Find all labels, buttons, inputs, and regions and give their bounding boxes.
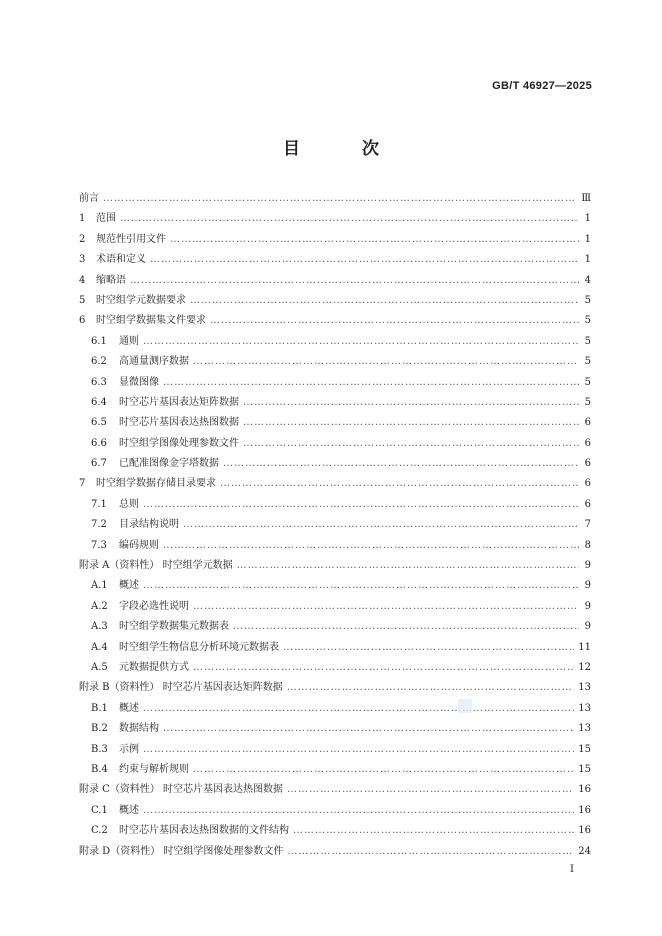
toc-entry-number: 6.2 [91,356,107,368]
toc-entry-title: 总则 [119,498,139,510]
toc-entry-page: 1 [584,233,591,245]
toc-entry-page: 6 [584,458,591,470]
toc-entry[interactable] [79,780,591,800]
toc-dot-leader [223,454,579,474]
toc-entry-page: 1 [584,254,591,266]
toc-entry-title: 概述 [119,702,139,714]
toc-entry-title: 时空芯片基因表达热图数据的文件结构 [119,825,289,837]
toc-entry-number: B.2 [91,723,108,735]
toc-entry-page: 6 [584,417,591,429]
toc-dot-leader [150,250,579,270]
toc-dot-leader [163,536,579,556]
toc-entry-page: 5 [584,356,591,368]
toc-entry[interactable] [79,740,591,760]
toc-entry-page: 16 [578,825,591,837]
toc-entry-number: 6.1 [91,335,107,347]
toc-entry-page: 24 [578,845,591,857]
toc-entry[interactable] [79,413,591,433]
toc-entry[interactable] [79,434,591,454]
toc-entry-number: A.1 [91,580,108,592]
toc-dot-leader [283,638,574,658]
toc-entry[interactable] [79,250,591,270]
toc-entry-page: 16 [578,784,591,796]
toc-entry-page: 5 [584,294,591,306]
toc-entry-number: A.2 [91,600,108,612]
toc-entry-title: 已配准图像金字塔数据 [119,458,219,470]
toc-entry-page: 8 [584,539,591,551]
toc-entry-number: 2 [79,233,86,245]
toc-entry-number: 6.3 [91,376,107,388]
toc-entry-number: 7.1 [91,498,107,510]
toc-entry-number: A.5 [91,661,108,673]
toc-entry-title: 高通量测序数据 [119,356,189,368]
toc-dot-leader [143,699,574,719]
toc-entry[interactable] [79,536,591,556]
toc-dot-leader [193,760,574,780]
toc-dot-leader [143,495,579,515]
toc-entry-page: Ⅲ [581,193,591,204]
toc-entry-title: 约束与解析规则 [119,763,189,775]
toc-entry-title: 通则 [119,335,139,347]
toc-dot-leader [190,291,579,311]
toc-entry[interactable] [79,271,591,291]
toc-entry-page: 6 [584,437,591,449]
toc-dot-leader [163,719,574,739]
toc-entry-title: 术语和定义 [96,254,146,266]
toc-entry[interactable] [79,617,591,637]
toc-entry-title: 缩略语 [96,274,126,286]
toc-entry-number: 7.2 [91,519,107,531]
toc-entry-title: 目录结构说明 [119,519,179,531]
toc-entry-page: 5 [584,376,591,388]
toc-entry-number: 7 [79,478,86,490]
toc-entry[interactable] [79,638,591,658]
toc-entry-title: 时空组学数据存储目录要求 [96,478,216,490]
toc-entry-page: 16 [578,804,591,816]
toc-entry-page: 13 [578,682,591,694]
toc-entry-title: 时空芯片基因表达热图数据 [119,417,239,429]
toc-entry-number: 6.5 [91,417,107,429]
toc-entry[interactable] [79,556,591,576]
toc-entry-title: 编码规则 [119,539,159,551]
toc-entry-title: 概述 [119,804,139,816]
toc-entry[interactable] [79,311,591,331]
toc-entry[interactable] [79,821,591,841]
toc-dot-leader [143,576,579,596]
toc-entry-page: 5 [584,396,591,408]
toc-dot-leader [237,556,579,576]
toc-entry-page: 5 [584,335,591,347]
table-of-contents [79,189,591,862]
toc-entry-number: 5 [79,294,86,306]
toc-entry-title: 规范性引用文件 [96,233,166,245]
toc-entry[interactable] [79,801,591,821]
toc-dot-leader [120,209,579,229]
toc-entry-page: 13 [578,702,591,714]
toc-dot-leader [210,311,579,331]
toc-entry-title: 时空组学数据集元数据表 [119,621,229,633]
page-title: 目 次 [283,139,407,159]
toc-entry-title: 附录 C（资料性） 时空芯片基因表达热图数据 [79,784,284,796]
toc-entry-title: 附录 A（资料性） 时空组学元数据 [79,560,233,572]
toc-dot-leader [130,271,579,291]
toc-entry-title: 时空组学数据集文件要求 [96,315,206,327]
toc-entry-number: 4 [79,274,86,286]
toc-entry[interactable] [79,474,591,494]
toc-entry-page: 7 [584,519,591,531]
toc-dot-leader [233,617,579,637]
toc-entry-title: 元数据提供方式 [119,661,189,673]
toc-entry-title: 前言 [79,193,99,204]
toc-entry[interactable] [79,699,591,719]
toc-entry[interactable] [79,332,591,352]
toc-dot-leader [293,821,574,841]
toc-entry-page: 6 [584,498,591,510]
toc-entry-title: 时空组学生物信息分析环境元数据表 [119,641,279,653]
toc-entry-title: 时空组学元数据要求 [96,294,186,306]
toc-dot-leader [243,434,579,454]
toc-entry-number: 7.3 [91,539,107,551]
toc-entry-title: 示例 [119,743,139,755]
toc-dot-leader [287,842,574,862]
page-number: I [570,864,574,875]
toc-entry-page: 11 [578,641,591,653]
toc-entry[interactable] [79,678,591,698]
toc-entry-number: C.2 [91,825,108,837]
toc-entry-page: 6 [584,478,591,490]
toc-dot-leader [183,515,579,535]
toc-entry[interactable] [79,597,591,617]
toc-dot-leader [243,413,579,433]
toc-entry[interactable] [79,719,591,739]
toc-entry-number: B.3 [91,743,108,755]
toc-entry-page: 1 [584,213,591,225]
toc-entry-title: 时空组学图像处理参数文件 [119,437,239,449]
toc-entry[interactable] [79,842,591,862]
toc-entry-page: 15 [578,763,591,775]
toc-entry-number: 3 [79,254,86,266]
toc-entry-page: 12 [578,661,591,673]
toc-dot-leader [163,373,579,393]
toc-entry-title: 附录 D（资料性） 时空组学图像处理参数文件 [79,845,284,857]
toc-dot-leader [287,678,575,698]
toc-entry-page: 5 [584,315,591,327]
toc-entry[interactable] [79,393,591,413]
toc-entry-title: 数据结构 [119,723,159,735]
toc-entry-page: 9 [584,580,591,592]
toc-entry-number: B.4 [91,763,108,775]
toc-entry[interactable] [79,230,591,250]
toc-entry-number: C.1 [91,804,108,816]
toc-entry[interactable] [79,576,591,596]
toc-entry[interactable] [79,658,591,678]
toc-dot-leader [170,230,579,250]
toc-entry-title: 附录 B（资料性） 时空芯片基因表达矩阵数据 [79,682,283,694]
toc-dot-leader [103,189,577,209]
toc-dot-leader [143,332,579,352]
toc-entry-number: A.4 [91,641,108,653]
toc-entry-number: B.1 [91,702,108,714]
toc-entry-title: 概述 [119,580,139,592]
toc-entry-number: 6.7 [91,458,107,470]
toc-entry[interactable] [79,373,591,393]
toc-dot-leader [143,801,574,821]
toc-entry-page: 13 [578,723,591,735]
toc-entry-number: 6 [79,315,86,327]
standard-code: GB/T 46927—2025 [492,80,592,92]
toc-dot-leader [193,597,579,617]
toc-entry-page: 4 [584,274,591,286]
toc-dot-leader [220,474,579,494]
toc-entry[interactable] [79,291,591,311]
toc-dot-leader [193,352,579,372]
toc-dot-leader [193,658,574,678]
toc-entry[interactable] [79,515,591,535]
toc-entry-title: 字段必选性说明 [119,600,189,612]
toc-entry-page: 15 [578,743,591,755]
toc-entry[interactable] [79,454,591,474]
toc-entry[interactable] [79,495,591,515]
toc-entry-number: 6.4 [91,396,107,408]
toc-dot-leader [143,740,574,760]
toc-entry-title: 范围 [96,213,116,225]
highlight-mark [458,699,472,713]
toc-entry[interactable] [79,760,591,780]
toc-entry-title: 时空芯片基因表达矩阵数据 [119,396,239,408]
toc-entry-title: 显微图像 [119,376,159,388]
toc-entry-number: A.3 [91,621,108,633]
toc-entry[interactable] [79,209,591,229]
toc-entry-page: 9 [584,560,591,572]
toc-entry-number: 6.6 [91,437,107,449]
toc-dot-leader [287,780,574,800]
toc-entry-page: 9 [584,621,591,633]
toc-entry[interactable] [79,189,591,209]
toc-entry-page: 9 [584,600,591,612]
toc-entry-number: 1 [79,213,86,225]
toc-dot-leader [243,393,579,413]
toc-entry[interactable] [79,352,591,372]
